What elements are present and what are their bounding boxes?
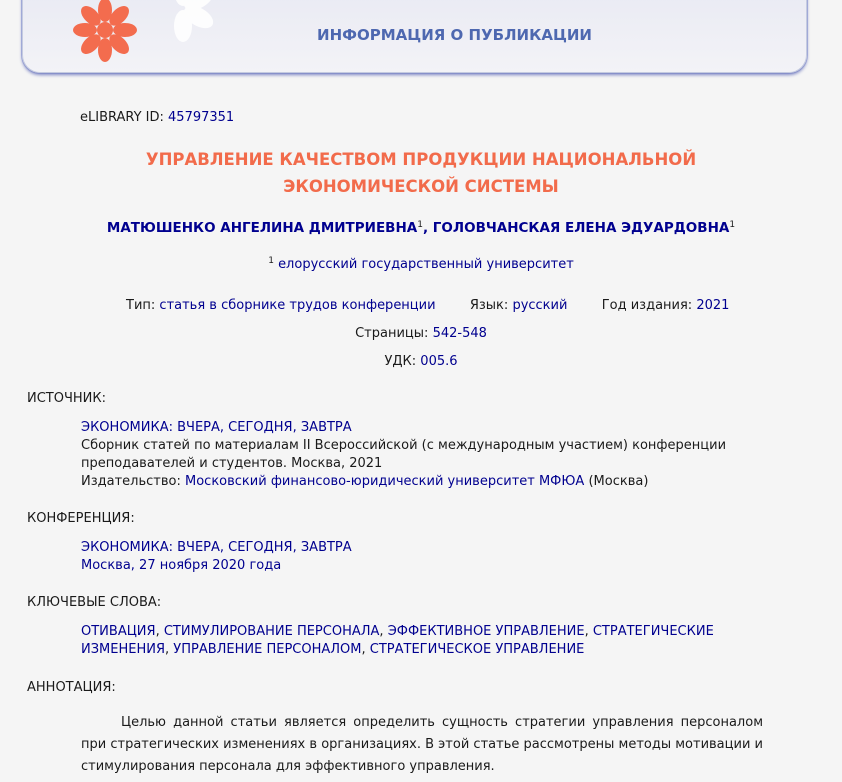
language-value: русский	[512, 298, 568, 313]
keyword-link[interactable]: СТРАТЕГИЧЕСКОЕ УПРАВЛЕНИЕ	[369, 642, 585, 657]
source-description: преподавателей и студентов. Москва, 2021	[81, 456, 383, 471]
author-link[interactable]: ГОЛОВЧАНСКАЯ ЕЛЕНА ЭДУАРДОВНА	[432, 220, 730, 236]
header-title: ИНФОРМАЦИЯ О ПУБЛИКАЦИИ	[317, 26, 592, 44]
udc-row	[0, 354, 842, 369]
conference-block	[81, 539, 352, 575]
source-block	[81, 419, 726, 491]
keyword-link[interactable]: ОТИВАЦИЯ	[81, 624, 156, 639]
keywords-label: КЛЮЧЕВЫЕ СЛОВА:	[27, 595, 162, 610]
pages-value: 542-548	[432, 326, 487, 341]
annotation-label: АННОТАЦИЯ:	[27, 680, 116, 695]
publication-title-line: ЭКОНОМИЧЕСКОЙ СИСТЕМЫ	[283, 177, 559, 196]
year-label: Год издания:	[601, 298, 693, 313]
author-affiliation-index: 1	[417, 220, 423, 230]
source-description: Сборник статей по материалам II Всероссийской (с международным участием) конференции	[81, 438, 727, 453]
authors-line	[0, 220, 842, 236]
keywords-list: ОТИВАЦИЯ, СТИМУЛИРОВАНИЕ ПЕРСОНАЛА, ЭФФЕКТИВНОЕ УПРАВЛЕНИЕ, СТРАТЕГИЧЕСКИЕ ИЗМЕНЕНИЯ, УПРАВЛЕНИЕ ПЕРСОНАЛОМ, СТРАТЕГИЧЕСКОЕ УПРАВЛЕНИЕ	[81, 624, 714, 657]
conference-label: КОНФЕРЕНЦИЯ:	[27, 511, 135, 526]
author-separator: ,	[422, 220, 433, 236]
keyword-link[interactable]: ЭФФЕКТИВНОЕ УПРАВЛЕНИЕ	[387, 624, 585, 639]
keyword-link[interactable]: СТИМУЛИРОВАНИЕ ПЕРСОНАЛА	[163, 624, 380, 639]
elibrary-id-row	[80, 110, 234, 125]
udc-value: 005.6	[420, 354, 458, 369]
type-value: статья в сборнике трудов конференции	[159, 298, 436, 313]
publisher-row	[81, 473, 726, 491]
keyword-link[interactable]: УПРАВЛЕНИЕ ПЕРСОНАЛОМ	[173, 642, 362, 657]
author-link[interactable]: МАТЮШЕНКО АНГЕЛИНА ДМИТРИЕВНА	[106, 220, 418, 236]
conference-name-link[interactable]: ЭКОНОМИКА: ВЧЕРА, СЕГОДНЯ, ЗАВТРА	[81, 540, 352, 555]
keyword-link[interactable]: СТРАТЕГИЧЕСКИЕ ИЗМЕНЕНИЯ	[81, 624, 714, 657]
affiliation-index: 1	[268, 256, 274, 266]
conference-place-date: Москва, 27 ноября 2020 года	[81, 558, 282, 573]
header-panel	[22, 0, 807, 73]
publication-meta-row	[126, 298, 729, 313]
source-title-link[interactable]: ЭКОНОМИКА: ВЧЕРА, СЕГОДНЯ, ЗАВТРА	[81, 420, 352, 435]
publisher-link[interactable]: Московский финансово-юридический университет МФЮА	[185, 474, 585, 489]
type-label: Тип:	[126, 298, 156, 313]
author-affiliation-index: 1	[729, 220, 736, 230]
affiliation-line	[0, 256, 842, 272]
publication-title	[0, 146, 842, 200]
pages-label: Страницы:	[355, 326, 429, 341]
publisher-label: Издательство:	[81, 474, 181, 489]
source-label: ИСТОЧНИК:	[27, 391, 106, 406]
pages-row	[0, 326, 842, 341]
publisher-city: (Москва)	[588, 474, 649, 489]
publication-title-line: УПРАВЛЕНИЕ КАЧЕСТВОМ ПРОДУКЦИИ НАЦИОНАЛЬНОЙ	[145, 150, 697, 169]
udc-label: УДК:	[384, 354, 417, 369]
language-label: Язык:	[469, 298, 509, 313]
elibrary-id-value: 45797351	[168, 110, 235, 125]
annotation-text: Целью данной статьи является определить сущность стратегии управления персоналом при стратегических изменениях в организациях. В этой статье рассмотрены методы мотивации и стимулирования персонала для эффективного управления.	[81, 715, 763, 774]
affiliation-link[interactable]: елорусский государственный университет	[278, 257, 574, 272]
year-value: 2021	[696, 298, 730, 313]
elibrary-id-label: eLIBRARY ID:	[80, 110, 164, 125]
